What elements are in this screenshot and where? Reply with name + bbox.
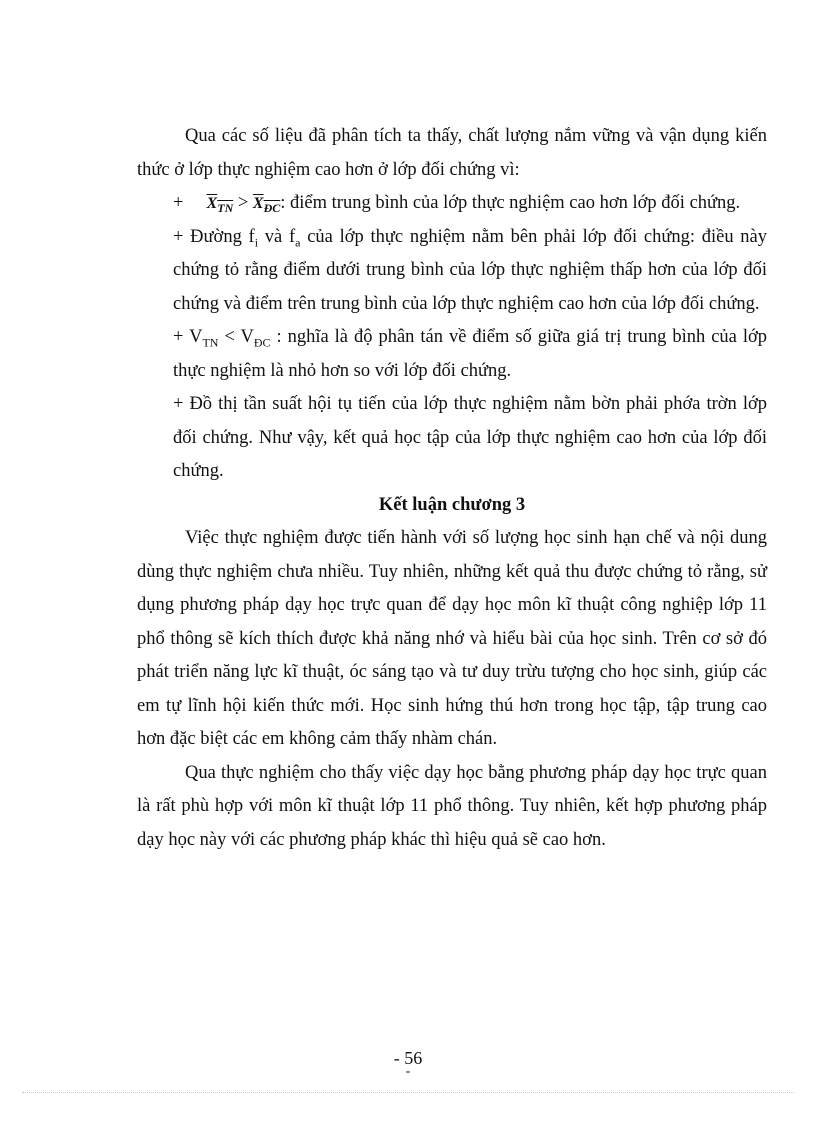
conclusion-paragraph-2: Qua thực nghiệm cho thấy việc dạy học bằng phương pháp dạy học trực quan là rất phù hợp với môn kĩ thuật lớp 11 phổ thông. Tuy nhiên, kết hợp phương pháp dạy học này với các phương pháp khác thì hiệu quả sẽ cao hơn. — [137, 762, 767, 850]
bullet-mean-comparison — [137, 187, 767, 221]
page-number-dash: - — [405, 1064, 411, 1079]
plus-sign: + — [173, 193, 184, 213]
conclusion-paragraph-1: Việc thực nghiệm được tiến hành với số lượng học sinh hạn chế và nội dung dùng thực nghiệm chưa nhiều. Tuy nhiên, những kết quả thu được chứng tỏ rằng, sử dụng phương pháp dạy học trực quan để dạy học môn kĩ thuật công nghiệp lớp 11 phổ thông sẽ kích thích được khả năng nhớ và hiểu bài của học sinh. Trên cơ sở đó phát triển năng lực kĩ thuật, óc sáng tạo và tư duy trừu tượng cho học sinh, giúp các em tự lĩnh hội kiến thức mới. Học sinh hứng thú hơn trong học tập, tập trung cao hơn đặc biệt các em không cảm thấy nhàm chán. — [137, 528, 767, 749]
body-text — [137, 120, 767, 857]
mean-dc-symbol: $X_{ĐC}$ — [252, 195, 281, 216]
bullet-mean-text: : điểm trung bình của lớp thực nghiệm cao hơn lớp đối chứng. — [280, 193, 741, 213]
bullet-variation: + $V_{TN} < V_{ĐC}$ : nghĩa là độ phân tán về điểm số giữa giá trị trung bình của lớp thực nghiệm là nhỏ hơn so với lớp đối chứng. — [173, 327, 768, 381]
bullet-convergence-graph: + Đồ thị tần suất hội tụ tiến của lớp thực nghiệm nằm bờn phải phớa trờn lớp đối chứng. Như vậy, kết quả học tập của lớp thực nghiệm cao hơn của lớp đối chứng. — [173, 394, 767, 481]
section-heading: Kết luận chương 3 — [378, 494, 526, 515]
page-number: - 56 — [393, 1048, 423, 1068]
footer-divider — [22, 1092, 794, 1093]
mean-tn-symbol: $X_{TN}$ — [206, 195, 234, 216]
bullet-frequency-curves: + Đường $f_i$ và $f_a$ của lớp thực nghiệm nằm bên phải lớp đối chứng: điều này chứng tỏ rằng điểm dưới trung bình của lớp thực nghiệm thấp hơn của lớp đối chứng và điểm trên trung bình của lớp thực nghiệm cao hơn của lớp đối chứng. — [173, 226, 768, 314]
intro-paragraph: Qua các số liệu đã phân tích ta thấy, chất lượng nắm vững và vận dụng kiến thức ở lớp thực nghiệm cao hơn ở lớp đối chứng vì: — [137, 126, 767, 180]
greater-than: > — [237, 193, 249, 213]
